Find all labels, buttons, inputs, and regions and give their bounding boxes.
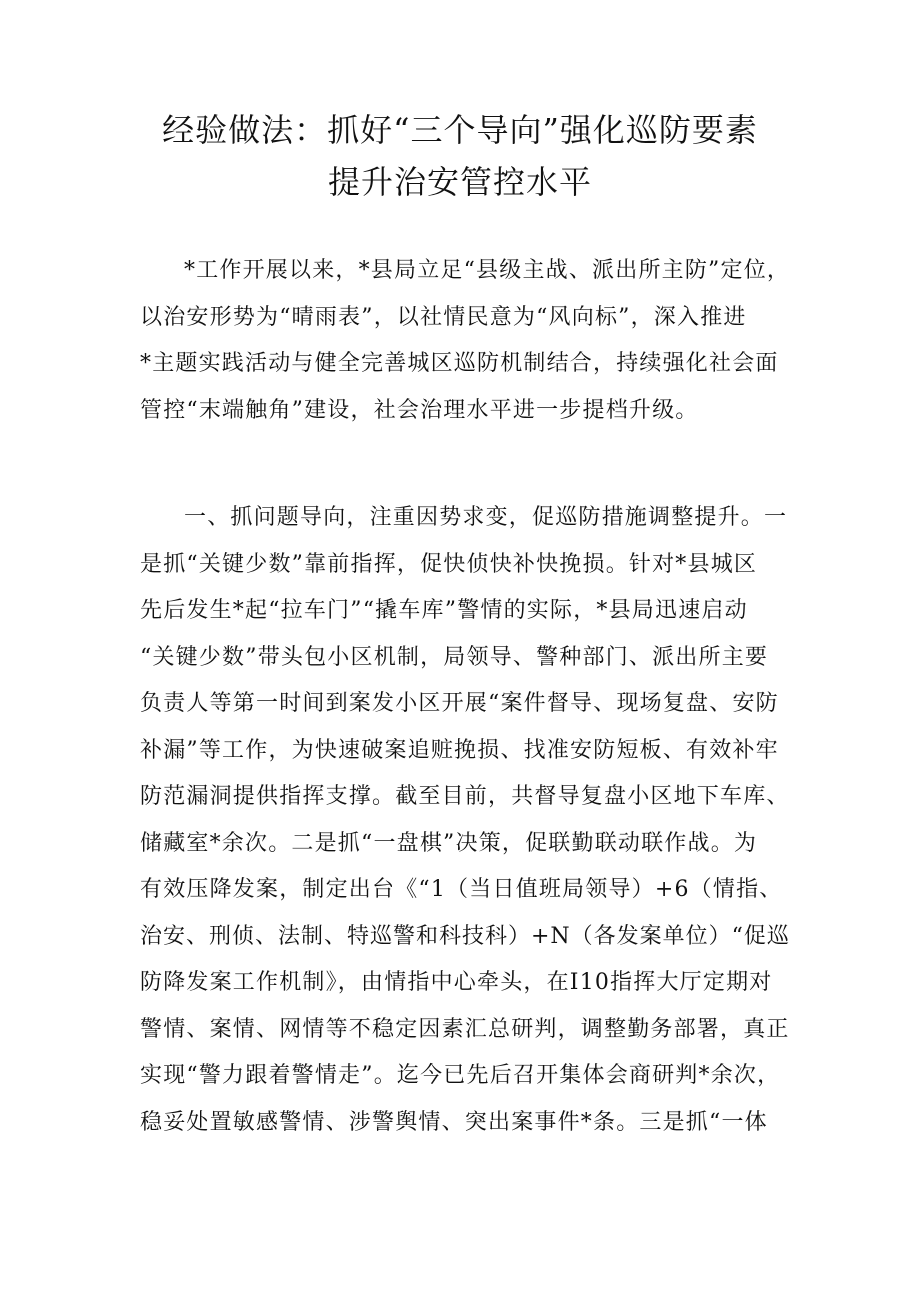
paragraph-line: 防降发案工作机制》，由情指中心牵头，在I10指挥大厅定期对 [140, 970, 773, 995]
paragraph-line: *主题实践活动与健全完善城区巡防机制结合，持续强化社会面 [140, 351, 779, 376]
paragraph-section-1 [140, 495, 790, 1146]
paragraph-line: 一、抓问题导向，注重因势求变，促巡防措施调整提升。一 [184, 505, 788, 530]
paragraph-line: 负责人等第一时间到案发小区开展“案件督导、现场复盘、安防 [140, 691, 779, 716]
paragraph-line: 实现“警力跟着警情走”。迄今已先后召开集体会商研判*余次， [140, 1063, 781, 1088]
paragraph-line: *工作开展以来，*县局立足“县级主战、派出所主防”定位， [184, 258, 791, 283]
paragraph-line: 储藏室*余次。二是抓“一盘棋”决策，促联勤联动联作战。为 [140, 830, 758, 856]
document-title-line-1: 经验做法：抓好“三个导向”强化巡防要素 [162, 111, 758, 149]
paragraph-line: 稳妥处置敏感警情、涉警舆情、突出案事件*条。三是抓“一体 [140, 1109, 768, 1135]
paragraph-line: 是抓“关键少数”靠前指挥，促快侦快补快挽损。针对*县城区 [140, 551, 758, 577]
paragraph-line: 警情、案情、网情等不稳定因素汇总研判，调整勤务部署，真正 [140, 1016, 790, 1042]
paragraph-intro [140, 248, 790, 434]
paragraph-line: 以治安形势为“晴雨表”，以社情民意为“风向标”，深入推进 [140, 304, 747, 330]
paragraph-line: 补漏”等工作，为快速破案追赃挽损、找准安防短板、有效补牢 [140, 737, 779, 763]
paragraph-line: 有效压降发案，制定出台《“1（当日值班局领导）+6（情指、 [140, 877, 783, 902]
paragraph-line: 治安、刑侦、法制、特巡警和科技科）+N（各发案单位）“促巡 [140, 923, 790, 949]
paragraph-line: “关键少数”带头包小区机制，局领导、警种部门、派出所主要 [140, 644, 769, 670]
paragraph-line: 先后发生*起“拉车门”“撬车库”警情的实际，*县局迅速启动 [140, 598, 748, 623]
document-title-line-2: 提升治安管控水平 [327, 163, 592, 201]
paragraph-line: 管控“末端触角”建设，社会治理水平进一步提档升级。 [140, 397, 699, 423]
paragraph-line: 防范漏洞提供指挥支撑。截至目前，共督导复盘小区地下车库、 [140, 784, 790, 809]
